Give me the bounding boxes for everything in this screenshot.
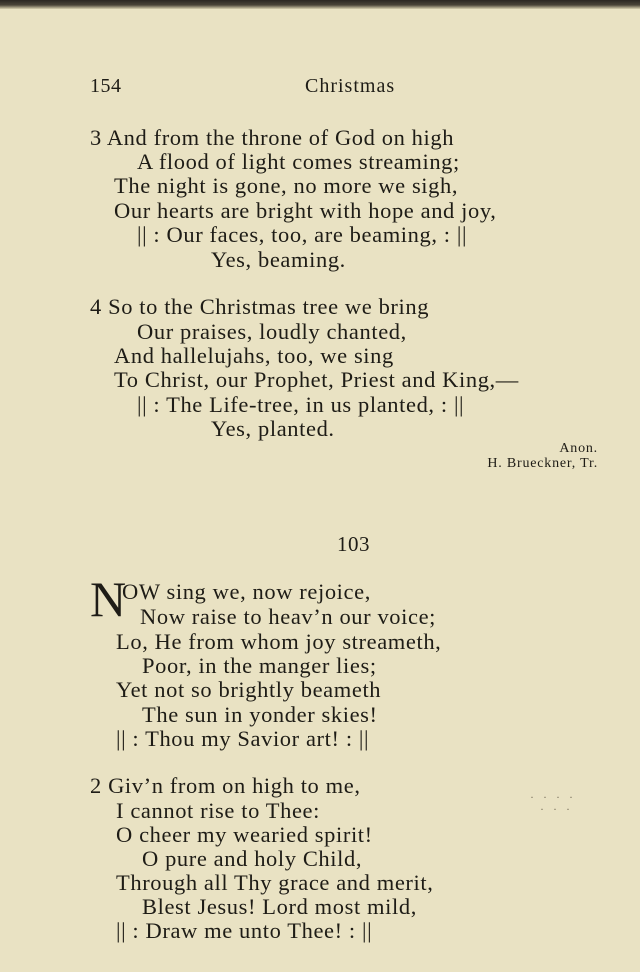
verse-line: Our praises, loudly chanted, (137, 319, 407, 344)
verse-line: 4 So to the Christmas tree we bring (90, 294, 430, 319)
verse-line: Through all Thy grace and merit, (116, 870, 434, 895)
verse-line: O cheer my wearied spirit! (116, 822, 373, 847)
running-title: Christmas (305, 75, 396, 97)
verse-line: The sun in yonder skies! (142, 702, 378, 727)
verse-line: O pure and holy Child, (142, 846, 363, 871)
verse-line: Poor, in the manger lies; (142, 653, 377, 678)
refrain-line: || : The Life-tree, in us planted, : || (137, 392, 465, 417)
verse-line: OW sing we, now rejoice, (122, 579, 371, 604)
verse-line: To Christ, our Prophet, Priest and King,— (114, 367, 519, 392)
refrain-tag: Yes, beaming. (211, 247, 346, 272)
verse-line: 3 And from the throne of God on high (90, 125, 455, 150)
verse-line: Now raise to heav’n our voice; (140, 604, 437, 629)
verse-line: And hallelujahs, too, we sing (114, 343, 394, 368)
verse-line: Yet not so brightly beameth (116, 677, 382, 702)
author-credit: Anon. (559, 441, 598, 456)
verse-line: I cannot rise to Thee: (116, 798, 320, 823)
paper-speck: · · · (540, 802, 573, 816)
page-number: 154 (90, 75, 122, 97)
verse-line: Our hearts are bright with hope and joy, (114, 198, 497, 223)
verse-line: The night is gone, no more we sigh, (114, 173, 459, 198)
verse-line: Lo, He from whom joy streameth, (116, 629, 442, 654)
refrain-line: || : Draw me unto Thee! : || (116, 918, 373, 943)
refrain-line: || : Thou my Savior art! : || (116, 726, 370, 751)
translator-credit: H. Brueckner, Tr. (487, 456, 598, 471)
page-top-edge (0, 0, 640, 9)
drop-cap: N (90, 571, 127, 627)
paper-speck: · · · · (530, 790, 576, 804)
verse-line: A flood of light comes streaming; (137, 149, 460, 174)
refrain-line: || : Our faces, too, are beaming, : || (137, 222, 468, 247)
hymn-number: 103 (337, 532, 370, 556)
refrain-tag: Yes, planted. (211, 416, 335, 441)
verse-line: 2 Giv’n from on high to me, (90, 773, 361, 798)
verse-line: Blest Jesus! Lord most mild, (142, 894, 417, 919)
